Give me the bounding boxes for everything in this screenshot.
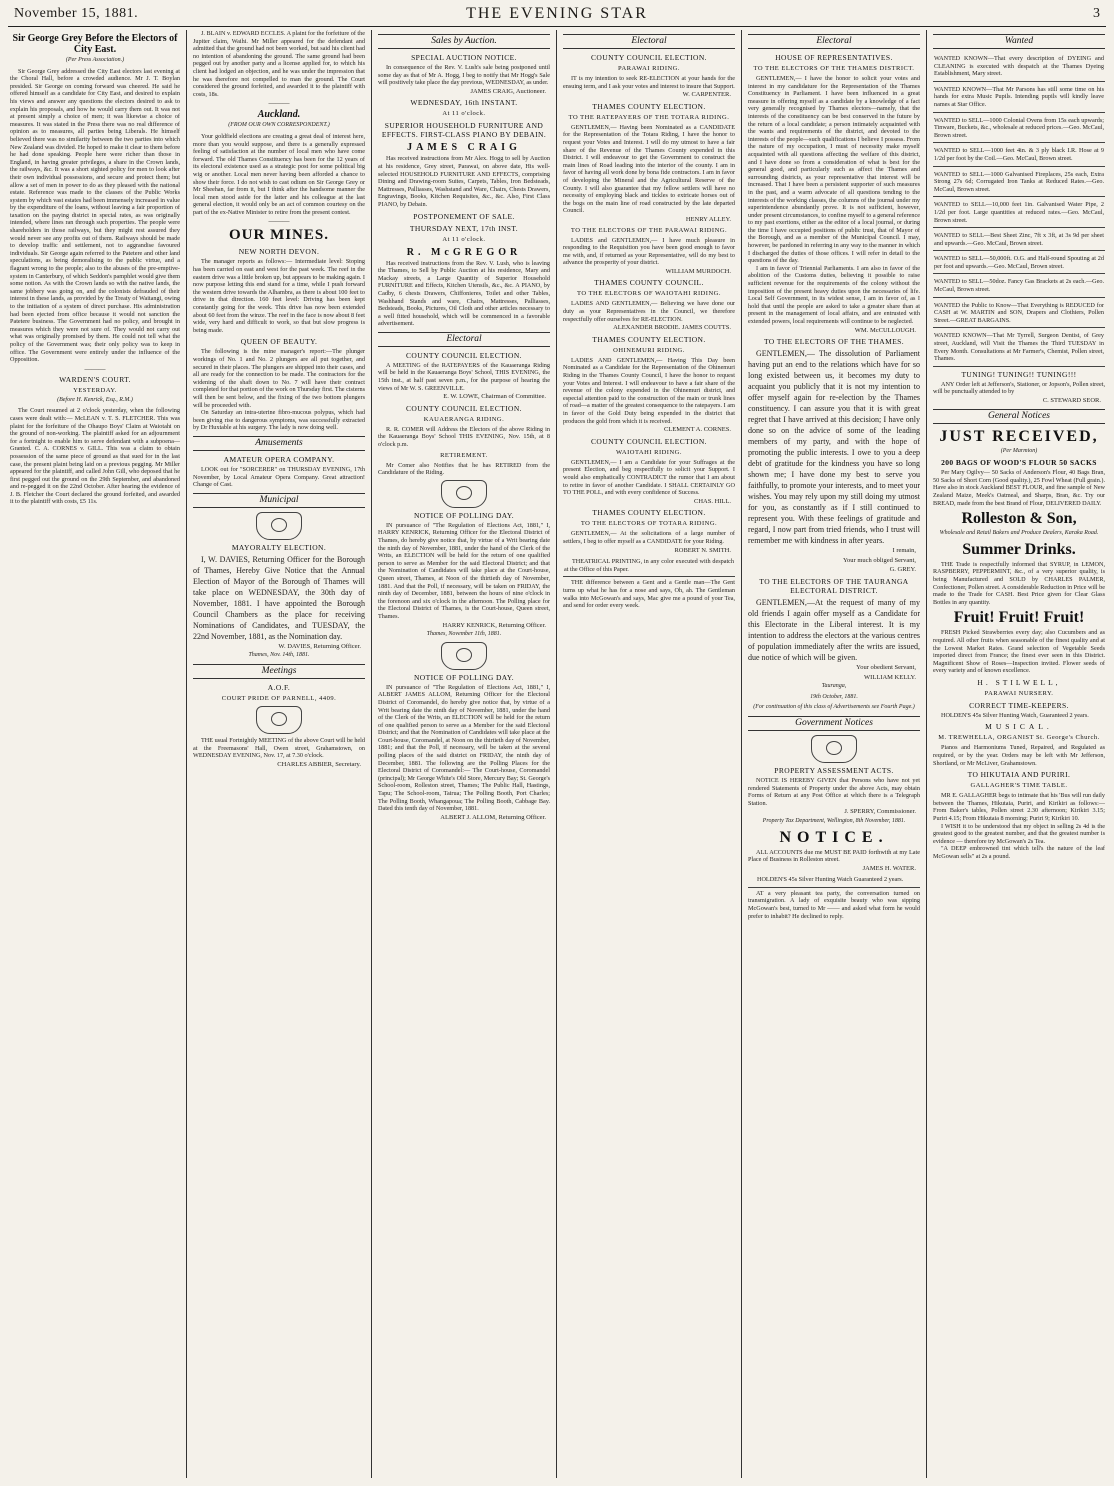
electoral-heading: Electoral [378, 332, 550, 347]
newspaper-title: THE EVENING STAR [466, 5, 648, 22]
royal-arms-icon [441, 642, 487, 670]
at-eleven: At 11 o'clock. [442, 110, 486, 118]
polling2-signature: ALBERT J. ALLOM, Returning Officer. [440, 813, 546, 821]
polling-body: IN pursuance of "The Regulation of Elections Act, 1881," I, HARRY KENRICK, Returning Officer for the Electoral District of Thames, do hereby give notice that, by virtue of a Writ bearing date the ninth day of November, 1881, under the hand of the Clerk of the Writs, an ELECTION will be held for the return of one qualified person to serve as Member for the said Electoral District; and that the Nomination of Candidates will take place at the Court-house, Queen street, Thames, at Noon of the thirtieth day of November, 1881. And that the Poll, if necessary, will be taken on FRIDAY, the ninth day of December, 1881, between the hours of nine o'clock in the forenoon and six o'clock in the afternoon. The Polling place for the Electoral District of Thames, is the Court-house, Queen street, Thames. [378, 521, 550, 620]
pat-signature: J. SPERRY, Commissioner. [844, 808, 916, 816]
wardens-court-sub: YESTERDAY. [73, 386, 117, 394]
hill-signature: CHAS. HILL. [693, 497, 731, 505]
meeting-signature: E. W. LOWE, Chairman of Committee. [443, 393, 546, 401]
murdoch-body: LADIES and GENTLEMEN,— I have much pleasure in responding to the Requisition you have been good enough to favor me with, and, if returned as your Representative, will do my best to advance the prosperity of your district. [563, 236, 735, 267]
pat-body: NOTICE IS HEREBY GIVEN that Persons who have not yet rendered Statements of Property under the above Acts, may obtain Forms of Return at any Post Office at which there is a Telegraph Station. [748, 776, 920, 807]
thames-county-election-2: THAMES COUNTY ELECTION. [592, 334, 706, 344]
wanted-ad-7: WANTED to SELL—Best Sheet Zinc, 7ft x 3ft, at 3s 9d per sheet and upwards.—Geo. McCaul, Brown street. [933, 230, 1105, 251]
holden-ad: HOLDEN'S 45s Silver Hunting Watch Guaranteed 2 years. [748, 874, 920, 888]
wanted-ad-8: WANTED to SELL—50,000ft. O.G. and Half-round Spouting at 2d per foot and upwards.—Geo. McCaul, Brown street. [933, 253, 1105, 274]
mayoralty-election: MAYORALTY ELECTION. [231, 542, 327, 552]
electoral-heading: Electoral [563, 34, 735, 49]
polling-day: NOTICE OF POLLING DAY. [413, 510, 515, 520]
royal-arms-icon [441, 480, 487, 508]
wardens-court-before: (Before H. Kenrick, Esq., R.M.) [57, 396, 133, 403]
just-received: JUST RECEIVED, [939, 427, 1099, 445]
mayoral-date: Thames, Nov. 14th, 1881. [248, 652, 310, 659]
notice-body: ALL ACCOUNTS due me MUST BE PAID forthwith at my Late Place of Business in Rolleston street. [748, 848, 920, 864]
special-body: In consequence of the Rev. V. Lush's sale being postponed until some day as that of Mr A. Hogg, I beg to notify that Mr Hogg's Sale will positively take place the day previous, WEDNESDAY, as under. [378, 64, 550, 87]
county-council-election-2: COUNTY COUNCIL ELECTION. [591, 436, 707, 446]
thames-county-election: THAMES COUNTY ELECTION. [592, 101, 706, 111]
per-marmion: (Per Marmion) [1000, 447, 1038, 454]
stilwell: H. STILWELL, [977, 677, 1061, 687]
alley-signature: HENRY ALLEY. [685, 215, 731, 223]
column-6 [933, 30, 1105, 1478]
comer-body: R. R. COMER will Address the Electors of the above Riding in the Kauaeranga Boys' School THIS EVENING, Nov. 15th, at 8 o'clock p.m. [378, 425, 550, 449]
continuation-note: (For continuation of this class of Advertisements see Fourth Page.) [753, 704, 915, 711]
auckland-byline: (FROM OUR OWN CORRESPONDENT.) [228, 122, 330, 129]
postponement: POSTPONEMENT OF SALE. [413, 211, 515, 221]
column-2: J. BLAIN v. EDWARD ECCLES. A plaint for the forfeiture of the Jupiter claim, Waihi. Mr Miller appeared for the defendant and admitted that the ground had not been worked, but said his client had no intention of abandoning the ground. The same ground had been pegged out by another party and a license applied for, to which his client had lodged an objection, and he was under the impression that he was therefore not compelled to man the ground. The Court considered the ground forfeited, and awarded it to the plaintiff with costs, 18s. ——— Auckland. (FROM OUR OWN CORRESPONDENT.) Your goldfield elections are creating a great deal of interest here, more than you would suppose, and there is a generally expressed feeling of satisfaction at the number of local men who have come forward. The old Thames Constituency has been for the 12 years of its electoral existence used as a strategic post for some political big wig or another. Local men never having been afforded a chance to show their force. I do not wish to cast odium on Sir George Grey or Mr Sheehan, far from it, but I think after the handsome manner the local men stood aside for the latter and his colleague at the last general election, it would only be an act of common courtesy on the part of the ex-Native Minister to retire from the present contest. ——— OUR MINES. NEW NORTH DEVON. The manager reports as follows:— Intermediate level: Stoping has been carried on east and west for the past week. The reef in the eastern drive was a little broken up, but appears to be making again. I now purpose letting this end stand for a time, while I push forward the western drive towards the Alhambra, as there is about 100 feet to drive in that direction. 160 feet level: Driving has been kept constantly going for the week. This drive has now been extended about 60 feet from the winze. The reef in the face is now about 8 feet wide, very hard and difficult to work, so that but slow progress is being made. QUEEN OF BEAUTY. The following is the mine manager's report:—The plunger workings of No. 1 and No. 2 plungers are all put together, and secured in their places. The plungers are shipped into their cases, and all are ready for the connection to be made. The contractors for the widening of the shaft down to No. 7 will have their contract completed for that portion of the work on Thursday first. The cisterns will then be sent below, and the fixing of the two bottom plungers will be proceeded with. On Saturday an intra-uterine fibro-mucous polypus, which had been giving rise to dangerous symptoms, was successfully extracted by Dr Huxtable at his surgery. The lady is now doing well. Amusements AMATEUR OPERA COMPANY. LOOK out for "SORCERER" on THURSDAY EVENING, 17th November, by Local Amateur Opera Company. Great attraction! Change of Cast. Municipal MAYORALTY ELECTION. I, W. DAVIES, Returning Officer for the Borough of Thames, Hereby Give Notice that the Annual Election of Mayor of the Borough of Thames will take place on WEDNESDAY, the 30th day of November, 1881. I have appointed the Borough Council Chambers as the place for receiving Nominations of Candidates, and TUESDAY, the 22nd November, 1881, as the Nomination day. W. DAVIES, Returning Officer. Thames, Nov. 14th, 1881. Meetings A.O.F. COURT PRIDE OF PARNELL, 4409. THE usual Fortnightly MEETING of the above Court will be held at the Freemasons' Hall, Owen street, Grahamstown, on WEDNESDAY EVENING, Nov. 17, at 7.30 o'clock. CHARLES ABBIER, Secretary. [193, 30, 365, 768]
brodie-signature: ALEXANDER BRODIE. JAMES COUTTS. [613, 324, 731, 332]
polling-day-2: NOTICE OF POLLING DAY. [413, 672, 515, 682]
wish-ad: I WISH it to be understood that my object in selling 2s 4d is the greatest good to the greatest number, and that the greatest number is evidence — therefore try McGowan's 2s Tea. [933, 822, 1105, 845]
wanted-ad-10: WANTED the Public to Know—That Everything is REDUCED for CASH at W. MARTIN and SON, Drapers and Clothiers, Pollen Street.—GREAT BARGAINS. [933, 300, 1105, 329]
kelly-body: GENTLEMEN,—At the request of many of my old friends I again offer myself as a Candidate for this Electorate in the Liberal interest. It is my intention to address the electors at the various centres of population immediately after the writs are issued, due notice of which will be given. [748, 597, 920, 662]
thames-district-electors: TO THE ELECTORS OF THE THAMES DISTRICT. [753, 65, 915, 72]
aof-heading: A.O.F. [267, 682, 291, 692]
mcgregor-body: Has received instructions from the Rev. V. Lush, who is leaving the Thames, to Sell by Public Auction at his residence, Mary and Mackay streets, a Large Quantity of Superior Household FURNITURE and Effects, Kitchen Utensils, &c., &c. A PIANO, by Cadby, 6 chests Drawers, Chiffonieres, Toilet and other Tables, Washhand Stands and ware, Chairs, Mattresses, Palliasses, Bedsteads, Books, Pictures, Oil Cloth and other articles necessary to a well fitted household, which will be commenced in a favorable advertisement. [378, 259, 550, 328]
wanted-ad-9: WANTED to SELL—50doz. Fancy Gas Brackets at 2s each.—Geo. McCaul, Brown street. [933, 276, 1105, 297]
auckland-heading: Auckland. [257, 109, 301, 121]
masthead [8, 4, 1106, 27]
james-craig: JAMES CRAIG [407, 142, 521, 154]
article-grey-body: Sir George Grey addressed the City East electors last evening at the Choral Hall, before a crowded audience. Mr J. T. Boylan presided. Sir George on coming forward was cheered. He said he offered himself as a candidate for City East, and desired to explain his views and answer any questions the electors desired to ask to explain his proposals, and how he would carry them out. It was not at present simply a choice of men; it was likewise a choice of measures. It was stated in the Press there was no real difference of opinion as to measures, all parties being Liberals. He himself believed there was no similarity between the two parties into which New Zealand was divided. He hoped to make it clear to them before he had done speaking. People here were richer than those in England, in having greater privileges, a share in the Crown lands, the railways, &c. It was a short sighted policy for men to look after their own individual possessions, and secure and protect them; but allow a set of men in power to do as they pleased with the national estate. Reference was made to the classes of the Public Works system by which vast estates had been immensely increased in value by the expenditure of the loans, without leaving a fair proportion of taxation on the paying district in special rates, as was originally intended, where lines ran through such properties. The people were shareholders in those railways, but they might rest assured they would never see any profits out of them. Railways should be made to develop traffic and settlement, not to aggrandise favoured individuals. Sir George again referred to the Patetere and other land speculations, as being demoralising to the public virtue, and a flagrant wrong to the people; also to the abuses of the pre-emptive-system in Canterbury, of which Seddon's pamphlet would give them some notion. As with the Crown lands so with the native lands, the same jobbery was going on, and the colonists defrauded of their interest in these lands, as provided by the Treaty of Waitangi, owing to the initiation of a system of direct purchase. His administration had been ejected from office because it would not sanction the Patetere business. The Government had no policy, and brought in measures which they were not sure of. They would not carry out what was originally promised by them. He could not tell what the policy of the Government was; their only policy was to keep in office. The Government were entirely under the influence of the Opposition. [10, 67, 180, 364]
tuning-signature: C. STEWARD SEOR. [1042, 397, 1101, 404]
queen-of-beauty: QUEEN OF BEAUTY. [240, 337, 318, 347]
special-signature: JAMES CRAIG, Auctioneer. [470, 87, 546, 95]
wanted-ad-6: WANTED to SELL—10,000 feet 1in. Galvanised Water Pipe, 2 1/2d per foot. Large quantities at reduced rates.—Geo. McCaul, Brown street. [933, 199, 1105, 228]
flour-heading: 200 BAGS OF WOOD'S FLOUR 50 SACKS [941, 458, 1097, 468]
wanted-ad-2: WANTED KNOWN—That Mr Parsons has still some time on his hands for extra Music Pupils. Intending pupils will kindly leave names at Star Office. [933, 84, 1105, 113]
hikutaia-puriri: TO HIKUTAIA AND PURIRI. [967, 770, 1071, 780]
polling-date: Thames, November 11th, 1881. [426, 631, 502, 638]
retirement: RETIREMENT. [440, 451, 488, 459]
mccullough-continued: I am in favor of Triennial Parliaments. I am also in favor of the abolition of the Customs duties, believing it possible to raise sufficient revenue for the requirements of the colony without the imposition of the present heavy duties upon the necessaries of life. Local Self Government, in its widest sense, I am in favor of, as I hold that until the people are asked to take a greater share than at present in the management of local affairs, and are entrusted with extended powers, local requirements will continue to be neglected. [748, 264, 920, 325]
gallagher-body: MR E. GALLAGHER begs to intimate that his 'Bus will run daily between the Thames, Hikutaia, Puriri, and Kirikiri as follows:— From Baker's tables, Pollen street 2.30 afternoon; Kirikiri 3.15; Puriri 4.15; From Hikutaia 8 morning; Puriri 9; Kirikiri 10. [933, 792, 1105, 823]
headline-grey: Sir George Grey Before the Electors of City East. [12, 33, 178, 55]
column-4 [563, 30, 735, 1478]
alley-body: GENTLEMEN,— Having been Nominated as a CANDIDATE for the Representation of the Totara Riding, I have the honor to request your Votes and Interest. I will do my utmost to have a fair share of the Revenue of the Thames County expended in this District. I will endeavour to get the Government to construct the main lines of Road leading into the interior of the county. I am in favor of having all work done by bona fide contractors. I am in favor of developing the Mineral and the Agricultural Reserve of the County. I will also guarantee that my fellow settlers will have no necessity of employing black and tickles to extricate horses out of the bogs on the main line of road constructed by the late departed Council. [563, 123, 735, 215]
kelly-place: Tauranga, [821, 683, 847, 690]
parawai-riding: PARAWAI RIDING. [618, 65, 680, 72]
column-rule [741, 30, 742, 1478]
time-keepers: CORRECT TIME-KEEPERS. [969, 700, 1069, 710]
waiotahi-electors: TO THE ELECTORS OF WAIOTAHI RIDING. [577, 290, 721, 298]
wanted-ad-5: WANTED to SELL—1000 Galvanised Fireplaces, 25s each, Extra Strong 27s 6d; Corrugated Iron Tanks at Reduced Rates.—Geo. McCaul, Brown street. [933, 169, 1105, 198]
government-notices-heading: Government Notices [748, 716, 920, 731]
column-rule [371, 30, 372, 1478]
summer-body: THE Trade is respectfully informed that SYRUP, in LEMON, RASPBERRY, PEPPERMINT, &c., of a very superior quality, is being Manufactured and SOLD by CHARLES PALMER, Confectioner, Pollen street. A considerable Reduction in Price will be made to the Trade for CASH. Best Price given for Clear Glass Bottles in any quantity. [933, 560, 1105, 606]
grey-letter-body: GENTLEMEN,— The dissolution of Parliament having put an end to the relations which have for so long existed between us, it becomes my duty to acquaint you publicly that it is not my intention to offer myself again for re-election by the Thames constituency. I can assure you that it is with great regret that I have arrived at this decision; I have only done so on the advice of some of the leading members of my party, and with the hope of promoting the public interests. I owe to you a deep debt of gratitude for the kindness you have so long shown me; I have done my best to serve you faithfully, to promote your interests, and to meet your wishes. You may rely upon my still doing my utmost for you, as constantly as if I still continued to represent you. With these feelings of gratitude and regard, I now part from tried friends, who I trust will remember me with kindness in after years. [748, 349, 920, 546]
special-auction: SPECIAL AUCTION NOTICE. [411, 53, 517, 62]
trewhella: M. TREWHELLA, ORGANIST St. George's Church. [938, 734, 1100, 742]
column-rule [186, 30, 187, 1478]
cornes-signature: CLEMENT A. CORNES. [663, 426, 731, 434]
thames-county-election-3: THAMES COUNTY ELECTION. [592, 508, 706, 518]
kauaeranga-riding: KAUAERANGA RIDING. [423, 415, 505, 423]
grey-remain: I remain, [892, 547, 916, 555]
retire-body: Mr Comer also Notifies that he has RETIRED from the Candidature of the Riding. [378, 461, 550, 477]
wanted-ad-4: WANTED to SELL—1000 feet 4in. & 3 ply black I.R. Hose at 9 1/2d per foot by the Coil.—Geo. McCaul, Brown street. [933, 145, 1105, 166]
totara-ratepayers: TO THE RATEPAYERS OF THE TOTARA RIDING. [568, 113, 730, 121]
meeting-body: A MEETING of the RATEPAYERS of the Kauaeranga Riding will be held in the Kauaeranga Boys' School, THIS EVENING, the 15th inst., at half past seven p.m., for the purpose of hearing the views of Mr W. S. GREENVILLE. [378, 361, 550, 392]
ohinemuri-riding: OHINEMURI RIDING. [613, 346, 685, 354]
craig-body: Has received instructions from Mr Alex. Hogg to sell by Auction at his residence, Grey street, Parawai, on above date, His well-selected HOUSEHOLD FURNITURE AND EFFECTS, comprising Dining and Drawing-room Suites, Carpets, Tables, Iron Bedsteads, Mattresses, Palliasses, Washstand and Ware, Chairs, Chests Drawers, Engravings, Books, Kitchen Requisites, &c., &c. Also, First Class PIANO, by Debain. [378, 155, 550, 208]
municipal-heading: Municipal [193, 493, 365, 508]
amateur-opera: AMATEUR OPERA COMPANY. [223, 454, 335, 464]
grey-servant: Your much obliged Servant, [842, 556, 916, 564]
tint-ad: "A DEEP embrowned tint which tell's the nature of the leaf McGowan sells" at 2s a pound. [933, 845, 1105, 860]
house-of-representatives: HOUSE OF REPRESENTATIVES. [775, 53, 893, 62]
waiotahi-riding: WAIOTAHI RIDING. [616, 448, 682, 456]
pat-date: Property Tax Department, Wellington, 8th November, 1881. [762, 817, 906, 824]
fruit-heading: Fruit! Fruit! Fruit! [953, 609, 1085, 627]
parawai-electors: TO THE ELECTORS OF THE PARAWAI RIDING. [570, 226, 728, 234]
mines-body: The manager reports as follows:— Intermediate level: Stoping has been carried on east and west for the past week. The reef in the eastern drive was a little broken up, but appears to be making again. I now purpose letting this end stand for a time, while I push forward the western drive towards the Alhambra, as there is about 100 feet to drive in that direction. 160 feet level: Driving has been kept constantly going for the week. This drive has now been extended about 60 feet from the winze. The reef in the face is now about 8 feet wide, very hard and difficult to work, so that but slow progress is being made. [193, 258, 365, 334]
wanted-ad-1: WANTED KNOWN—That every description of DYEING and CLEANING is executed with despatch at the Thames Dyeing Establishment, Mary street. [933, 53, 1105, 82]
polling-signature: HARRY KENRICK, Returning Officer. [442, 621, 546, 629]
rolleston-and-son: Rolleston & Son, [961, 510, 1077, 528]
mccullough-signature: WM. McCULLOUGH. [854, 326, 916, 334]
musical-body: Pianos and Harmoniums Tuned, Repaired, and Regulated as required, or by the year. Orders may be left with Mr Jefferson, Shortland, or Mr McLiver, Grahamstown. [933, 744, 1105, 767]
order-emblem-icon [256, 706, 302, 734]
queen-body: The following is the mine manager's report:—The plunger workings of No. 1 and No. 2 plungers are all put together, and secured in their places. The plungers are shipped into their cases, and all are ready for the connection to be made. The contractors for the widening of the shaft down to No. 7 will have their contract completed for that portion of the work on Thursday first. The cisterns will then be sent below, and the fixing of the two bottom plungers will be proceeded with. [193, 348, 365, 409]
cornes-body: LADIES AND GENTLEMEN,— Having This Day been Nominated as a Candidate for the Representation of the Ohinemuri Riding in the Thames County Council, I have the honor to request your Votes and Interest. I will endeavour to have a fair share of the revenue of the colony expended in the Ohinemuri district, and especial attention paid to the construction of the main or trunk lines of road—a matter of the greatest consequence to the ratepayers. I am in favor of the Gold Duty being expended in the district that produces the gold from which it is received. [563, 356, 735, 425]
amateur-body: LOOK out for "SORCERER" on THURSDAY EVENING, 17th November, by Local Amateur Opera Company. Great attraction! Change of Cast. [193, 465, 365, 489]
wanted-ad-11: WANTED KNOWN—That Mr Tyrrell, Surgeon Dentist, of Grey street, Auckland, will Visit the Thames the Third TUESDAY in Every Month. Consultations at Mr Farmer's, Chemist, Pollen street, Thames. [933, 330, 1105, 366]
flour-body: Per Mary Ogilvy— 50 Sacks of Anderson's Flour, 40 Bags Bran, 50 Sacks of Short Corn (Good quality.), 25 Fowl Wheat (Full grain.). Have also in stock Auckland BEST FLOUR, and fine sample of New Zealand Maize, Meek's Oatmeal, and Sharps, Bran, &c. Try our BREAD, made from the best Brand of Flour, DELIVERED DAILY. [933, 469, 1105, 507]
general-notices-heading: General Notices [933, 409, 1105, 424]
kelly-servant: Your obedient Servant, [856, 663, 916, 671]
notice-signature: JAMES H. WATER. [862, 864, 916, 872]
grey-signature: G. GREY. [889, 566, 916, 574]
county-council-election: COUNTY COUNCIL ELECTION. [591, 53, 707, 62]
amusements-heading: Amusements [193, 436, 365, 451]
summer-drinks: Summer Drinks. [962, 540, 1076, 558]
column-rule [556, 30, 557, 1478]
murdoch-signature: WILLIAM MURDOCH. [665, 267, 731, 275]
column-rule [926, 30, 927, 1478]
electoral-heading: Electoral [748, 34, 920, 49]
r-mcgregor: R. McGREGOR [406, 246, 522, 258]
wednesday: WEDNESDAY, 16th INSTANT. [410, 98, 518, 108]
our-mines-heading: OUR MINES. [228, 227, 329, 244]
borough-crest-icon [256, 512, 302, 540]
parawai-nursery: PARAWAI NURSERY. [984, 689, 1054, 697]
auckland-body: Your goldfield elections are creating a great deal of interest here, more than you would suppose, and there is a generally expressed feeling of satisfaction at the number of local men who have come forward. The old Thames Constituency has been for the 12 years of its electoral existence used as a strategic post for some political big wig or another. Local men never having been afforded a chance to show their force. I do not wish to cast odium on Sir George Grey or Mr Sheehan, far from it, but I think after the handsome manner the local men stood aside for the latter and his colleague at the last general election, it would only be an act of common courtesy on the part of the ex-Native Minister to retire from the present contest. [193, 132, 365, 216]
carpenter-body: IT is my intention to seek RE-ELECTION at your hands for the ensuing term, and I ask your votes and interest to insure that Support. [563, 75, 735, 90]
tuning-body: ANY Order left at Jefferson's, Stationer, or Jopson's, Pollen street, will be punctually attended to by [933, 380, 1105, 396]
musical-heading: MUSICAL. [985, 722, 1053, 732]
aof-signature: CHARLES ABBIER, Secretary. [277, 760, 361, 768]
mccullough-body: GENTLEMEN,— I have the honor to solicit your votes and interest in my candidature for the Representation of the Thames Constituency in Parliament. I have been influenced in a great measure in offering myself as a candidate by a knowledge of a fact very generally recognised by Thames electors—namely, that the interests of the constituency can be best conserved in the future by the return of a local candidate; a person intimately acquainted with the wants and requirements of the district, and devoted to the interests of the people—such qualifications I believe I possess. From the nature of my occupation, I must of necessity make myself acquainted with all questions affecting the welfare of this district, and I have done so from a consideration of what is best for the general good, and particularly such as affect the Thames and surrounding districts, as your representative that interest will be increased. That I have been a persistent supporter of such measures in the past, and a warm advocate of all questions tending to the interests of the working classes, the columns of the journal under my superintendence abundantly prove. It is not sufficient, however, under present circumstances, to confine myself to a general reference to my past exertions, either as the editor of a local journal, or during the time I have occupied positions of public trust, that of Mayor of the Borough, and as a member of the Municipal Council. I may, however, be pardoned in referring in any way to the manner in which I discharged the duties of those offices. I will refer in detail to the questions of the day. [748, 75, 920, 265]
tauranga-electors: TO THE ELECTORS OF THE TAURANGA ELECTORAL DISTRICT. [759, 576, 909, 595]
tea-ad: THE difference between a Gent and a Gentle man—The Gent turns up what he has for a nose and says, Oh, ah. The Gentleman walks into McGowan's and says, Mac give me a pound of your Tea, and send for order every week. [563, 579, 735, 610]
kelly-date: 19th October, 1881. [810, 693, 858, 700]
totara-electors: TO THE ELECTORS OF TOTARA RIDING. [580, 520, 718, 528]
property-assessment: PROPERTY ASSESSMENT ACTS. [774, 765, 894, 775]
column-3 [378, 30, 550, 1478]
thursday-next: THURSDAY NEXT, 17th INST. [409, 223, 519, 233]
polling2-body: IN pursuance of "The Regulation of Elections Act, 1881," I, ALBERT JAMES ALLOM, Returning Officer for the Electoral District of Coromandel, do hereby give notice that, by virtue of a Writ bearing date the ninth day of November, 1881, under the hand of the Clerk of the Writs, an ELECTION will be held for the return of one qualified person to serve as a Member for the said Electoral District; and that the Nomination of Candidates will take place at the Court-house, Coromandel, at Noon on the thirtieth day of November, 1881; and that the Poll, if necessary, will be taken at the several polling places of the said district on FRIDAY, the ninth day of December, 1881. The following are the Polling Places for the Electoral District of Coromandel:— The Court-house, Coromandel (principal); Mr George White's Old Store, Mercury Bay; St. George's School-room, Rolleston street, Thames; The Public Hall, Hastings, Tapu; The School-room, Tairua; The Polling Booth, Port Charles; The Polling Booth, Whangapoua; The Polling Booth, Cabbage Bay. Dated this tenth day of November, 1881. [378, 683, 550, 813]
superior-furniture: SUPERIOR HOUSEHOLD FURNITURE AND EFFECTS. FIRST-CLASS PIANO BY DEBAIN. [381, 121, 547, 140]
medical-note: On Saturday an intra-uterine fibro-mucous polypus, which had been giving rise to dangerous symptoms, was successfully extracted by Dr Huxtable at his surgery. The lady is now doing well. [193, 409, 365, 432]
court-pride: COURT PRIDE OF PARNELL, 4409. [221, 694, 337, 702]
byline: (Per Press Association.) [65, 57, 125, 63]
notice-heading: NOTICE. [779, 828, 889, 846]
county-council-election-2: COUNTY COUNCIL ELECTION. [406, 403, 522, 413]
royal-arms-icon [811, 735, 857, 763]
wanted-heading: Wanted [933, 34, 1105, 49]
time-body: HOLDEN'S 45s Silver Hunting Watch, Guaranteed 2 years. [941, 711, 1089, 719]
new-north-devon: NEW NORTH DEVON. [238, 247, 320, 257]
rolleston-sub: Wholesale and Retail Bakers and Produce Dealers, Karaka Road. [939, 530, 1099, 537]
brodie-body: LADIES AND GENTLEMEN,— Believing we have done our duty as your Representatives in the Council, we therefore respectfully offer ourselves for RE-ELECTION. [563, 300, 735, 323]
smith-signature: ROBERT N. SMITH. [674, 546, 731, 554]
thames-county-council: THAMES COUNTY COUNCIL. [594, 278, 704, 288]
divider: ——— [84, 364, 106, 373]
smith-body: GENTLEMEN,— At the solicitations of a large number of settlers, I beg to offer myself as a CANDIDATE for your Riding. [563, 530, 735, 545]
wardens-court-heading: WARDEN'S COURT. [59, 374, 131, 384]
aof-body: THE usual Fortnightly MEETING of the above Court will be held at the Freemasons' Hall, Owen street, Grahamstown, on WEDNESDAY EVENING, Nov. 17, at 7.30 o'clock. [193, 736, 365, 760]
mayoral-body: I, W. DAVIES, Returning Officer for the Borough of Thames, Hereby Give Notice that the Annual Election of Mayor of the Borough of Thames will take place on WEDNESDAY, the 30th day of November, 1881. I have appointed the Borough Council Chambers as the place for receiving Nominations of Candidates, and TUESDAY, the 22nd November, 1881, as the Nomination day. [193, 554, 365, 641]
column-5 [748, 30, 920, 1478]
carpenter-signature: W. CARPENTER. [682, 91, 731, 99]
printing-ad: THEATRICAL PRINTING, in any color executed with despatch at the Office of this Paper. [563, 556, 735, 577]
fruit-body: FRESH Picked Strawberries every day; also Cucumbers and as required. All other fruits when seasonable of the finest quality and at the Lowest Market Rates. Grand selection of Vegetable Seeds imported direct from France; the finest ever seen in this District. Magnificent Show of Roses—Inspection invited. Flower seeds of every variety and of known excellence. [933, 629, 1105, 675]
tuning-heading: TUNING! TUNING!! TUNING!!! [961, 369, 1077, 379]
page-number: 3 [1093, 6, 1100, 21]
at-eleven-b: At 11 o'clock. [442, 235, 486, 243]
court-continued: J. BLAIN v. EDWARD ECCLES. A plaint for the forfeiture of the Jupiter claim, Waihi. Mr Miller appeared for the defendant and admitted that the ground had not been worked, but said his client had no intention of abandoning the ground. The same ground had been pegged out by another party and a license applied for, to which his client had lodged an objection, and he was under the impression that he was therefore not compelled to man the ground. The Court considered the ground forfeited, and awarded it to the plaintiff with costs, 18s. [193, 30, 365, 98]
gallagher-timetable: GALLAGHER'S TIME TABLE. [970, 782, 1068, 790]
tea-party-ad: AT a very pleasant tea party, the conversation turned on transmigration. A lady of exquisite beauty who was sipping McGowan's best, turned to Mr —— and asked what form he would prefer to inhabit? He declined to reply. [748, 889, 920, 920]
wardens-court-body: The Court resumed at 2 o'clock yesterday, when the following cases were dealt with:— McLEAN v. T. S. FLETCHER. This was plaint for the forfeiture of the Ohaupo Boys' Claim at Waiotahi on the ground of non-working. The plaintiff asked for an adjournment for a fortnight to enable him to serve defendant with a subpoena—Granted. C. A. CORNES v. GILL. This was a claim to obtain possession of the same piece of ground as that sued for in the last case, the present plaint being laid on a previous pegging. Mr Miller appeared for the plaintiff, and called John Gill, who deposed that he first pegged out the ground on the 29th September, and abandoned and re-pegged it on the 22nd October. After hearing the evidence of J. B. Fletcher the Court declared the ground forfeited, and awarded it to the plaintiff with costs, £5 11s. [10, 407, 180, 506]
county-council-election: COUNTY COUNCIL ELECTION. [406, 350, 522, 360]
mayoral-signature: W. DAVIES, Returning Officer. [278, 642, 361, 650]
auction-heading: Sales by Auction. [378, 34, 550, 49]
issue-date: November 15, 1881. [14, 6, 139, 21]
meetings-heading: Meetings [193, 664, 365, 679]
hill-body: GENTLEMEN,— I am a Candidate for your Suffrages at the present Election, and beg respectfully to solicit your Support. I would also emphatically CONTRADICT the rumor that I am about to retire in favor of another Candidate. I SHALL CERTAINLY GO TO THE POLL, and with every confidence of Success. [563, 458, 735, 497]
kelly-signature: WILLIAM KELLY. [864, 673, 916, 681]
column-1 [10, 30, 180, 1478]
wanted-ad-3: WANTED to SELL—1000 Colonial Ovens from 15s each upwards; Tinware, Buckets, &c., wholesale at reduced prices.—Geo. McCaul, Brown street. [933, 115, 1105, 144]
thames-electors: TO THE ELECTORS OF THE THAMES. [763, 337, 905, 347]
